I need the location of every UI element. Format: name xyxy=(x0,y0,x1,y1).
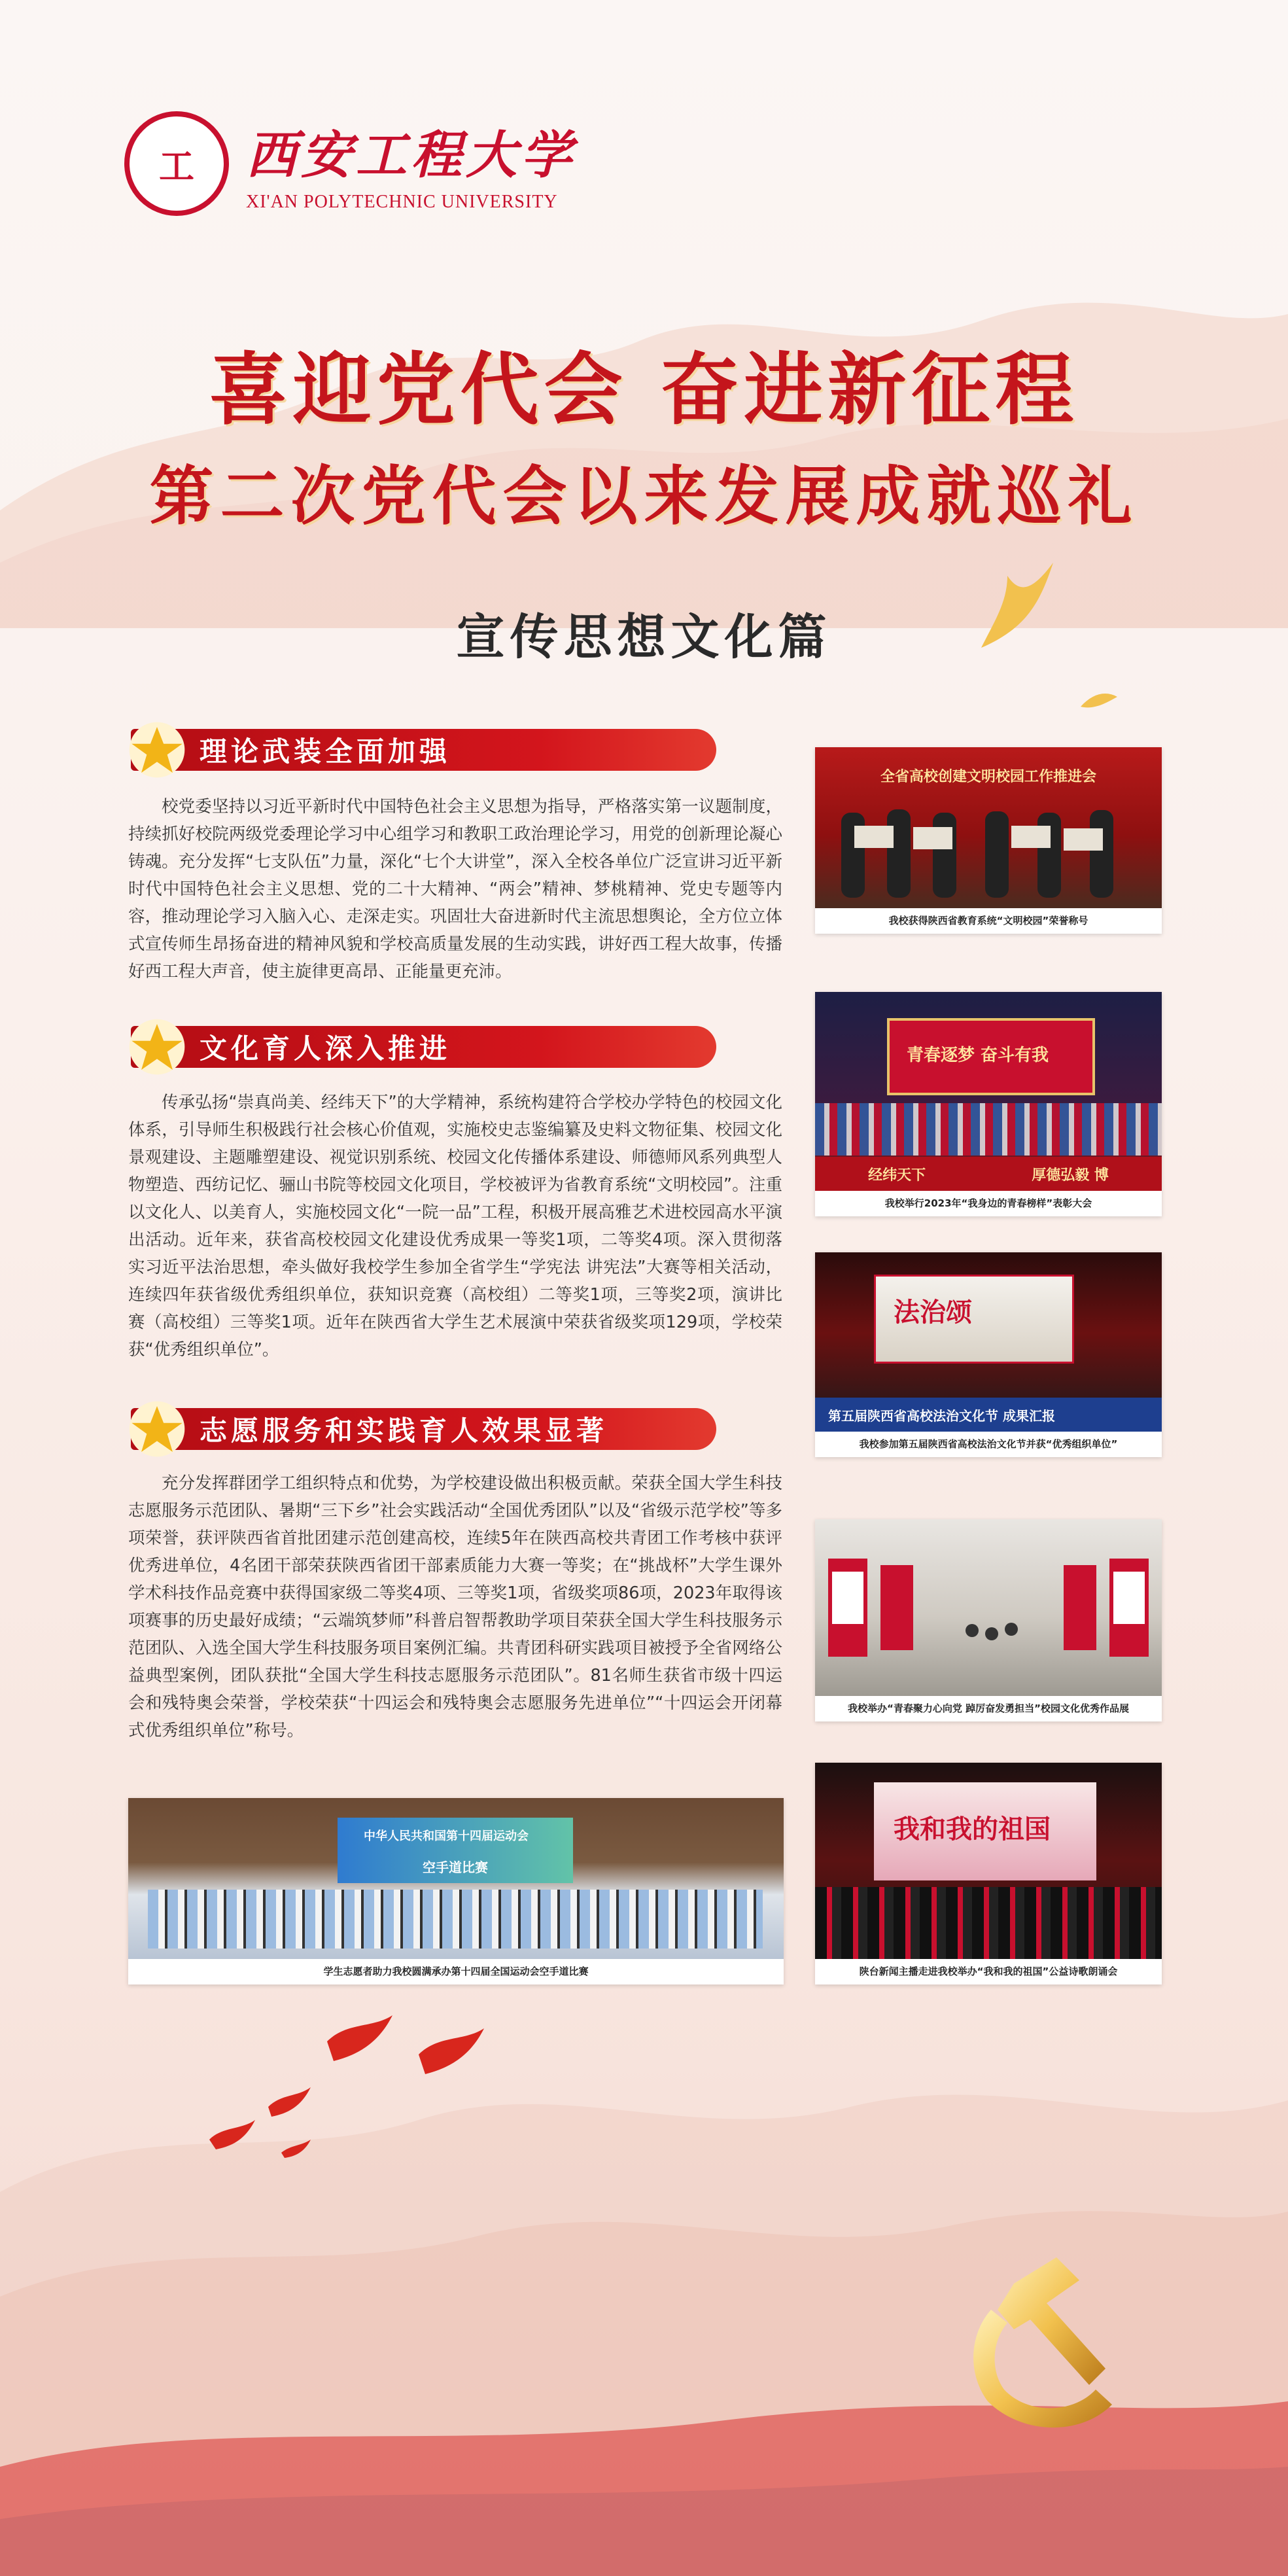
section-text-theory: 校党委坚持以习近平新时代中国特色社会主义思想为指导，严格落实第一议题制度，持续抓好校院两级党委理论学习中心组学习和教职工政治理论学习，用党的创新理论凝心铸魂。充分发挥“七支队伍”力量，深化“七个大讲堂”，深入全校各单位广泛宣讲习近平新时代中国特色社会主义思想、党的二十大精神、“两会”精神、梦桃精神、党史专题等内容，推动理论学习入脑入心、走深走实。巩固壮大奋进新时代主流思想舆论，全方位立体式宣传师生昂扬奋进的精神风貌和学校高质量发展的生动实践，讲好西工程大故事，传播好西工程大声音，使主旋律更高昂、正能量更充沛。 xyxy=(128,797,782,981)
photo-card-poetry xyxy=(815,1763,1162,1985)
crowd-strip xyxy=(148,1890,763,1949)
photo-banner-text: 中华人民共和国第十四届运动会 xyxy=(364,1829,529,1843)
photo-group-volunteers xyxy=(128,1798,784,1959)
photo-footer-banner: 第五届陕西省高校法治文化节 成果汇报 xyxy=(815,1398,1162,1432)
photo-caption: 我校获得陕西省教育系统“文明校园”荣誉称号 xyxy=(888,915,1088,926)
star-icon xyxy=(127,720,187,780)
photo-caption: 学生志愿者助力我校圆满承办第十四届全国运动会空手道比赛 xyxy=(323,1966,589,1977)
photo-card-civilized-campus xyxy=(815,747,1162,934)
section-title: 理论武装全面加强 xyxy=(200,735,451,768)
photo-banner-text: 我和我的祖国 xyxy=(894,1814,1051,1844)
photo-stage-event xyxy=(815,992,1162,1191)
photo-exhibition-hall xyxy=(815,1519,1162,1696)
photo-award-ceremony xyxy=(815,747,1162,908)
dove-icon xyxy=(968,550,1060,654)
section-title: 文化育人深入推进 xyxy=(200,1032,451,1065)
photo-law-stage xyxy=(815,1252,1162,1432)
dove-flock-icon xyxy=(183,2015,510,2172)
photo-card-karate-volunteers xyxy=(128,1798,784,1985)
photo-banner-text: 青春逐梦 奋斗有我 xyxy=(907,1046,1049,1065)
star-icon xyxy=(127,1399,187,1459)
photo-footer-banner: 经纬天下 厚德弘毅 博 xyxy=(815,1157,1162,1191)
section-text-culture: 传承弘扬“崇真尚美、经纬天下”的大学精神，系统构建符合学校办学特色的校园文化体系，引导师生积极践行社会核心价值观，实施校史志鉴编纂及史料文物征集、校园文化景观建设、主题雕塑建设、视觉识别系统、校园文化传播体系建设、师德师风系列典型人物塑造、西纺记忆、骊山书院等校园文化项目，学校被评为省教育系统“文明校园”。注重以文化人、以美育人，实施校园文化“一院一品”工程，积极开展高雅艺术进校园高水平演出活动。近年来，获省高校校园文化建设优秀成果一等奖1项，二等奖4项。深入贯彻落实习近平法治思想，牵头做好我校学生参加全省学生“学宪法 讲宪法”大赛等相关活动，连续四年获省级优秀组织单位，获知识竞赛（高校组）二等奖1项，三等奖2项，演讲比赛（高校组）三等奖1项。近年在陕西省大学生艺术展演中荣获省级奖项129项，学校荣获“优秀组织单位”。 xyxy=(128,1093,782,1360)
people-silhouettes xyxy=(815,747,1162,908)
university-name-en: XI'AN POLYTECHNIC UNIVERSITY xyxy=(246,192,558,212)
crowd-strip xyxy=(815,1103,1162,1156)
photo-banner-sub: 空手道比赛 xyxy=(423,1860,488,1875)
photo-card-law-festival xyxy=(815,1252,1162,1457)
photo-card-exhibition xyxy=(815,1519,1162,1721)
exhibition-boards xyxy=(815,1519,1162,1696)
photo-poetry-stage xyxy=(815,1763,1162,1959)
subtitle: 宣传思想文化篇 xyxy=(456,609,832,665)
university-logo xyxy=(124,111,576,216)
star-icon xyxy=(127,1017,187,1077)
photo-caption: 我校举办“青春聚力心向党 踔厉奋发勇担当”校园文化优秀作品展 xyxy=(848,1703,1129,1714)
section-header-volunteer xyxy=(131,1408,716,1450)
main-title-line2: 第二次党代会以来发展成就巡礼 xyxy=(149,459,1139,534)
logo-seal: 工 xyxy=(124,111,229,216)
section-header-theory xyxy=(131,729,716,771)
university-name-cn: 西安工程大学 xyxy=(246,126,576,185)
photo-card-youth-models xyxy=(815,992,1162,1216)
crowd-strip xyxy=(815,1887,1162,1959)
section-text-volunteer: 充分发挥群团学工组织特点和优势，为学校建设做出积极贡献。荣获全国大学生科技志愿服务示范团队、暑期“三下乡”社会实践活动“全国优秀团队”以及“省级示范学校”等多项荣誉，获评陕西省首批团建示范创建高校，连续5年在陕西高校共青团工作考核中获评优秀进单位，4名团干部荣获陕西省团干部素质能力大赛一等奖；在“挑战杯”大学生课外学术科技作品竞赛中获得国家级二等奖4项、三等奖1项，省级奖项86项，2023年取得该项赛事的历史最好成绩；“云端筑梦师”科普启智帮教助学项目荣获全国大学生科技服务示范团队、入选全国大学生科技服务项目案例汇编。共青团科研实践项目被授予全省网络公益典型案例，团队获批“全国大学生科技志愿服务示范团队”。81名师生获省市级十四运会和残特奥会荣誉，学校荣获“十四运会和残特奥会志愿服务先进单位”“十四运会开闭幕式优秀组织单位”称号。 xyxy=(128,1473,782,1740)
photo-caption: 我校举行2023年“我身边的青春榜样”表彰大会 xyxy=(884,1197,1092,1209)
section-title: 志愿服务和实践育人效果显著 xyxy=(200,1415,608,1447)
party-emblem-icon xyxy=(942,2238,1158,2454)
photo-caption: 我校参加第五届陕西省高校法治文化节并获“优秀组织单位” xyxy=(859,1438,1118,1450)
dove-icon-small xyxy=(1079,687,1119,713)
photo-banner-text: 全省高校创建文明校园工作推进会 xyxy=(880,768,1097,785)
photo-banner-text: 法治颂 xyxy=(894,1297,972,1328)
main-title-line1: 喜迎党代会 奋进新征程 xyxy=(209,344,1079,436)
logo-text xyxy=(246,115,576,213)
photo-caption: 陕台新闻主播走进我校举办“我和我的祖国”公益诗歌朗诵会 xyxy=(859,1966,1118,1977)
section-header-culture xyxy=(131,1026,716,1068)
